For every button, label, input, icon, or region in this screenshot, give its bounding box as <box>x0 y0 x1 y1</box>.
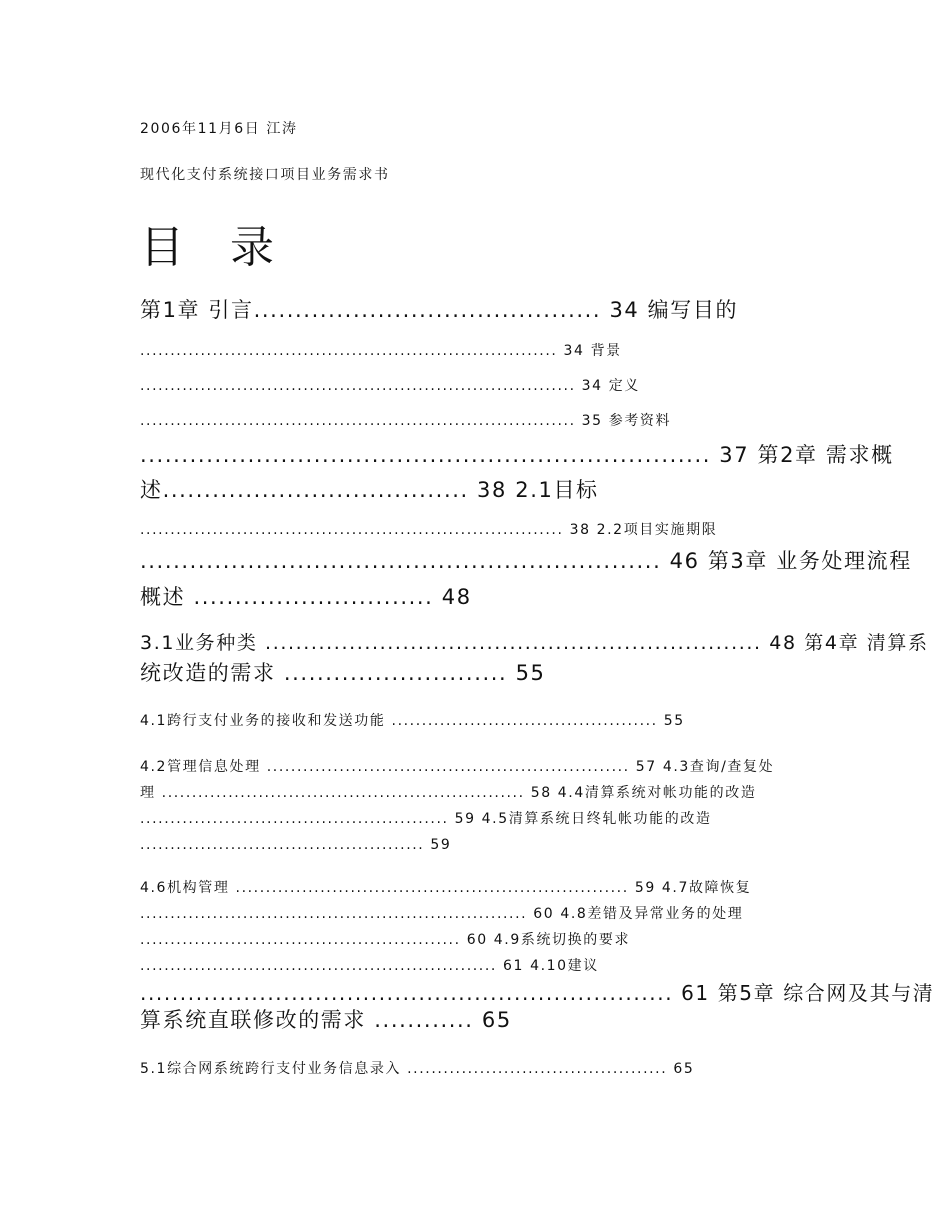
toc-line: 3.1业务种类 ................................................................. 48 第4章 清算系 <box>140 632 929 654</box>
toc-line: ........................................................................ 34 定义 <box>140 378 640 394</box>
toc-line: ..................................................... 60 4.9系统切换的要求 <box>140 932 631 948</box>
toc-line: 5.1综合网系统跨行支付业务信息录入 ........................................... 65 <box>140 1061 695 1077</box>
toc-line: 概述 ............................. 48 <box>140 585 472 609</box>
date-author-line: 2006年11月6日 江涛 <box>140 121 298 137</box>
toc-line: ........................................................... 61 4.10建议 <box>140 958 599 974</box>
toc-heading: 目 录 <box>140 222 290 273</box>
toc-line: 第1章 引言.......................................... 34 编写目的 <box>140 298 739 322</box>
toc-line: 4.6机构管理 ................................................................. 59 4.7故障恢复 <box>140 880 752 896</box>
toc-line: ................................................................... 61 第5章 综合网及其与清 <box>140 981 935 1005</box>
document-title: 现代化支付系统接口项目业务需求书 <box>140 167 390 183</box>
toc-line: 4.2管理信息处理 ............................................................ 57 4.3查询/查复处 <box>140 759 775 775</box>
toc-line: ............................................... 59 <box>140 837 452 853</box>
toc-line: ................................................................ 60 4.8差错及异常业务的处理 <box>140 906 744 922</box>
toc-line: ...................................................................... 38 2.2项目实施期限 <box>140 522 718 538</box>
toc-line: ................................................... 59 4.5清算系统日终轧帐功能的改造 <box>140 811 712 827</box>
toc-line: 述..................................... 38 2.1目标 <box>140 478 599 502</box>
toc-line: 4.1跨行支付业务的接收和发送功能 ............................................ 55 <box>140 713 685 729</box>
toc-line: ..................................................................... 34 背景 <box>140 343 622 359</box>
toc-line: 统改造的需求 ........................... 55 <box>140 661 546 685</box>
toc-line: 理 ............................................................ 58 4.4清算系统对帐功能的改造 <box>140 785 757 801</box>
toc-line: 算系统直联修改的需求 ............ 65 <box>140 1008 512 1032</box>
toc-line: ........................................................................ 35 参考资料 <box>140 413 672 429</box>
toc-line: ..................................................................... 37 第2章 需求概 <box>140 443 894 467</box>
toc-line: ............................................................... 46 第3章 业务处理流程 <box>140 549 912 573</box>
